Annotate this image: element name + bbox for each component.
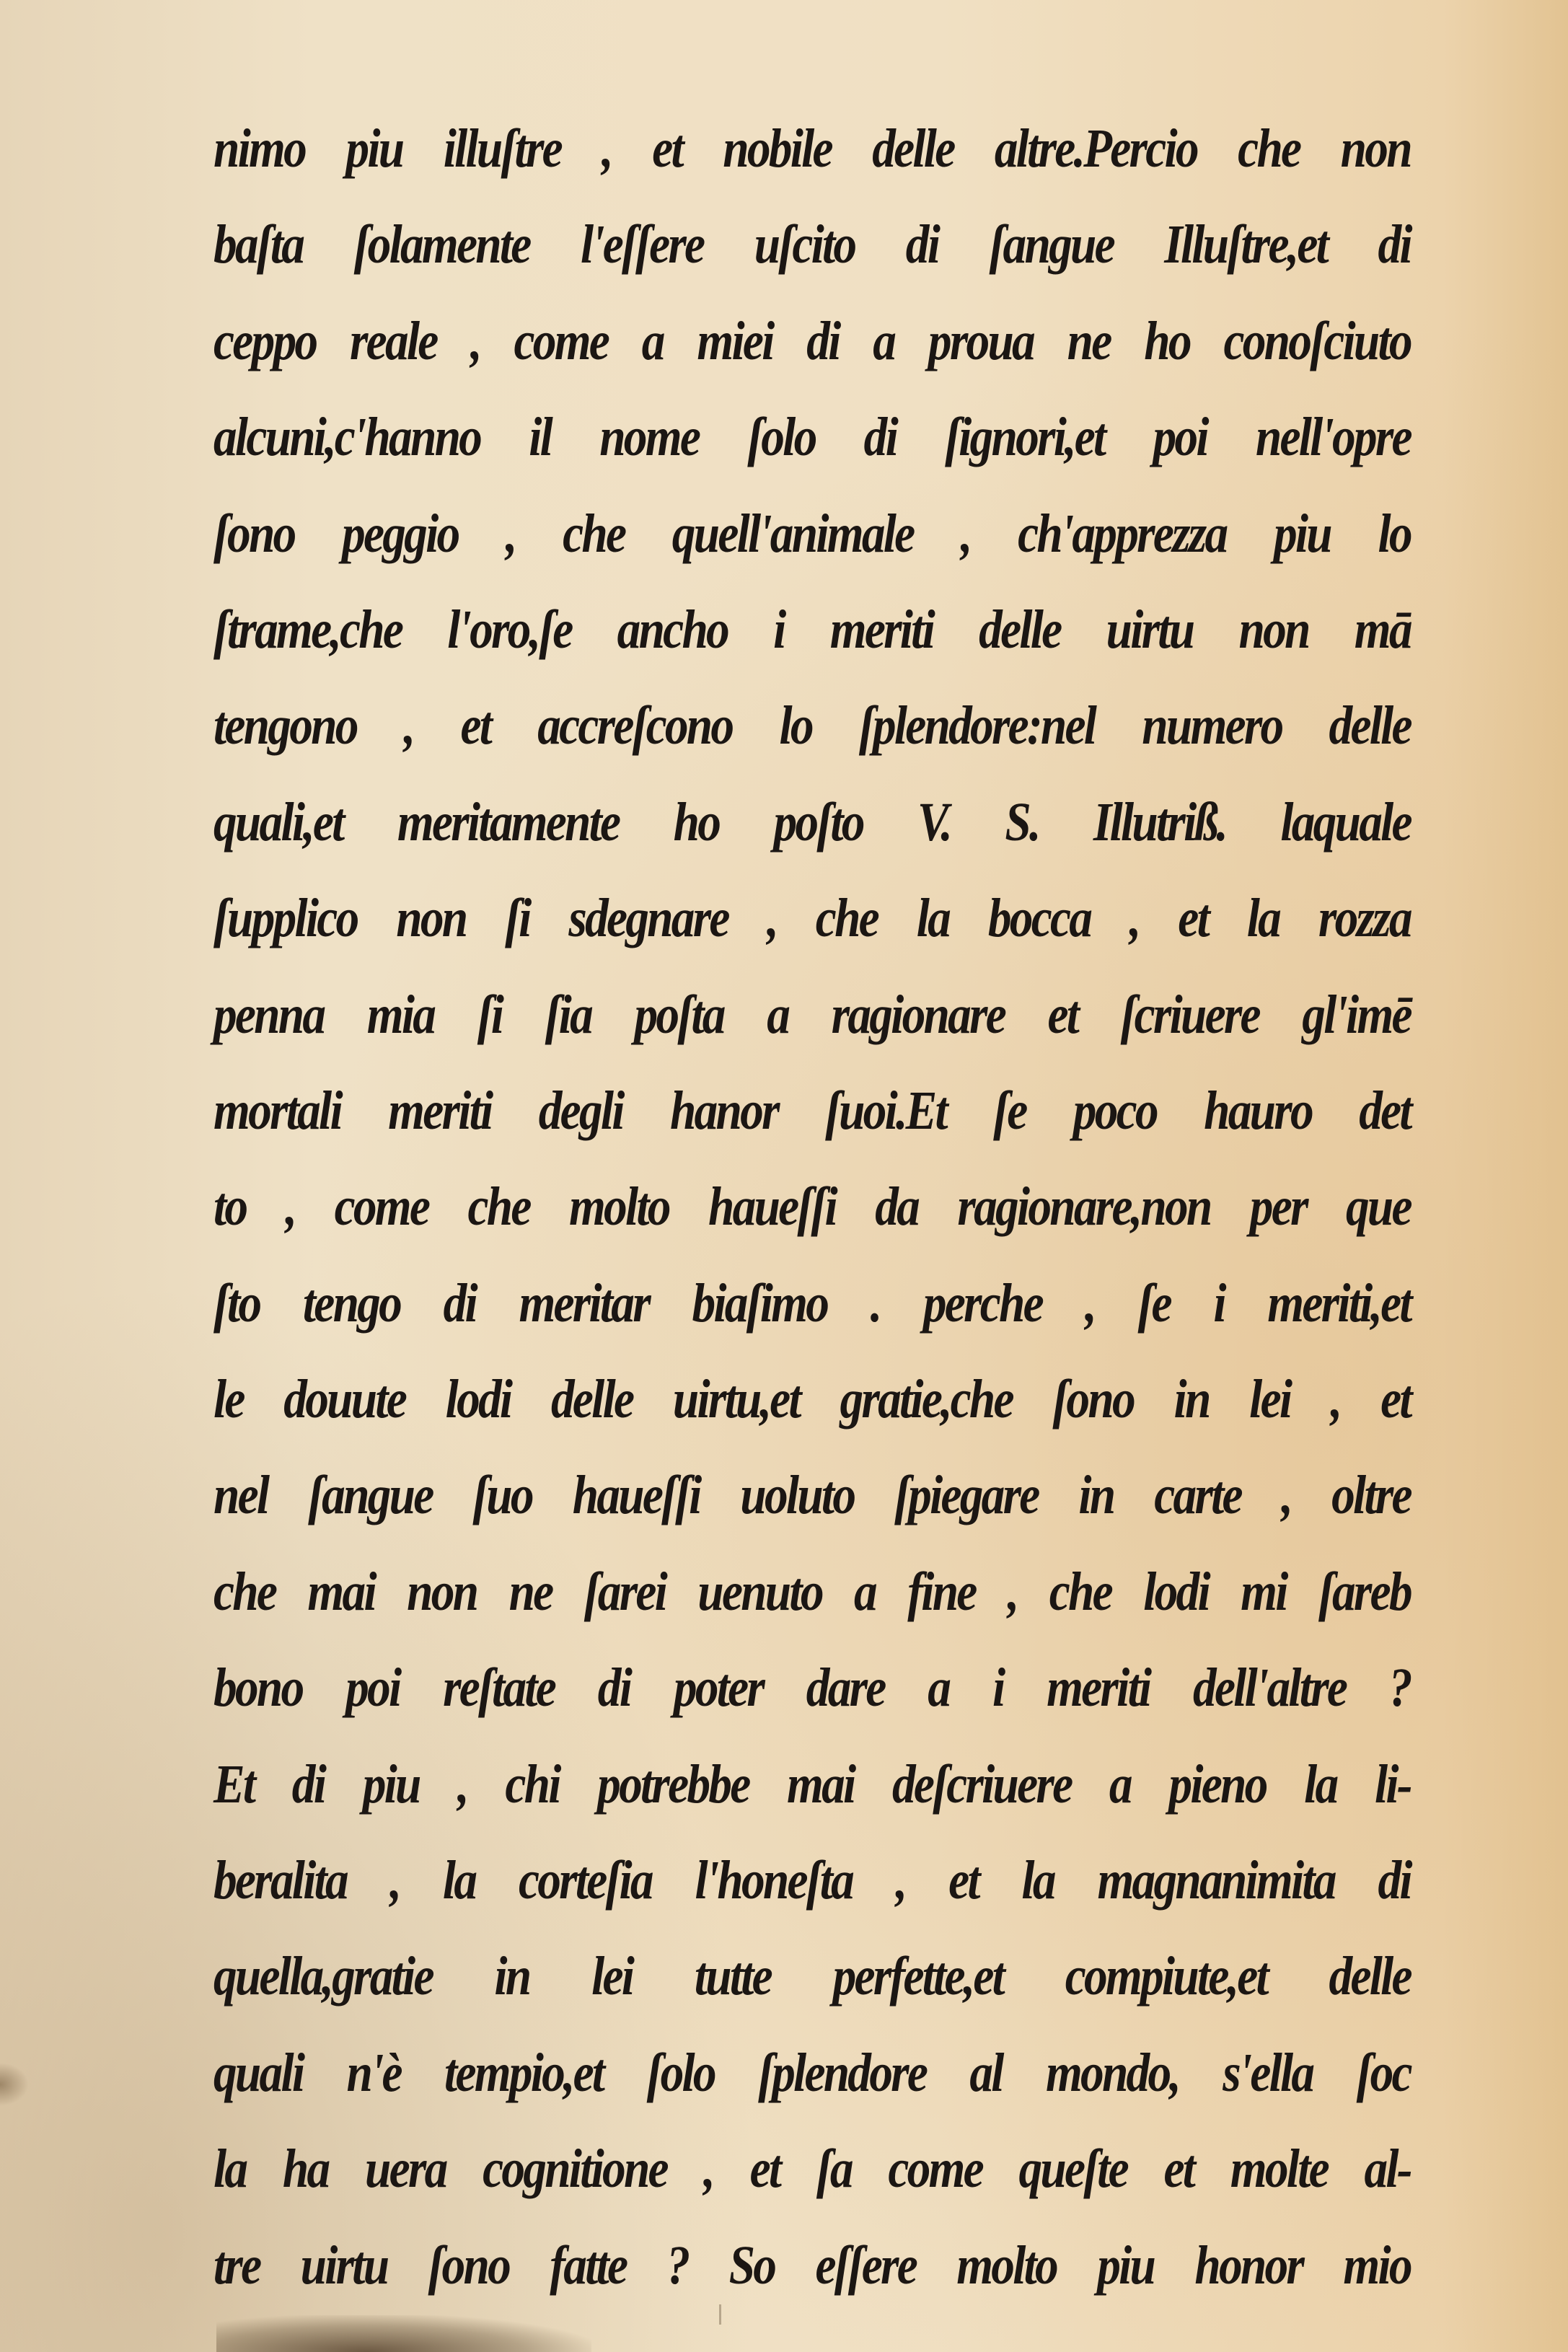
text-line: ſto tengo di meritar biaſimo . perche , ſe i meriti,et [213, 1272, 1411, 1334]
text-line: to , come che molto haueſſi da ragionare,non per que [213, 1176, 1411, 1238]
text-line: quali,et meritamente ho poſto V. S. Illutriß. laquale [213, 791, 1411, 853]
text-line: ſupplico non ſi sdegnare , che la bocca , et la rozza [213, 888, 1411, 949]
text-line: Et di piu , chi potrebbe mai deſcriuere a pieno la li- [213, 1753, 1411, 1815]
text-line: nel ſangue ſuo haueſſi uoluto ſpiegare in carte , oltre [213, 1465, 1411, 1526]
paper-stain [0, 2063, 29, 2106]
text-line: tengono , et accreſcono lo ſplendore:nel numero delle [213, 695, 1411, 757]
page-mark [719, 2304, 721, 2325]
body-text [213, 101, 1411, 2314]
text-line: la ha uera cognitione , et ſa come queſte et molte al- [213, 2139, 1411, 2200]
text-line: mortali meriti degli hanor ſuoi.Et ſe poco hauro det [213, 1080, 1411, 1141]
text-line: nimo piu illuſtre , et nobile delle altre.Percio che non [213, 118, 1411, 179]
binding-shadow [216, 2315, 591, 2352]
text-line: ſono peggio , che quell'animale , ch'apprezza piu lo [213, 503, 1411, 564]
text-line: quella,gratie in lei tutte perfette,et compiute,et delle [213, 1946, 1411, 2007]
text-line: bono poi reſtate di poter dare a i meriti dell'altre ? [213, 1657, 1411, 1719]
text-line: ſtrame,che l'oro,ſe ancho i meriti delle uirtu non mā [213, 599, 1411, 660]
text-line: le douute lodi delle uirtu,et gratie,che ſono in lei , et [213, 1369, 1411, 1430]
text-line: beralita , la corteſia l'honeſta , et la magnanimita di [213, 1850, 1411, 1911]
text-line: penna mia ſi ſia poſta a ragionare et ſcriuere gl'imē [213, 984, 1411, 1045]
text-line: baſta ſolamente l'eſſere uſcito di ſangue Illuſtre,et di [213, 214, 1411, 276]
text-line: che mai non ne ſarei uenuto a fine , che lodi mi ſareb [213, 1561, 1411, 1622]
text-line: ceppo reale , come a miei di a proua ne ho conoſciuto [213, 310, 1411, 371]
text-line: tre uirtu ſono fatte ? So eſſere molto piu honor mio [213, 2234, 1411, 2296]
text-line: alcuni,c'hanno il nome ſolo di ſignori,et poi nell'opre [213, 407, 1411, 468]
text-line: quali n'è tempio,et ſolo ſplendore al mondo, s'ella ſoc [213, 2042, 1411, 2103]
